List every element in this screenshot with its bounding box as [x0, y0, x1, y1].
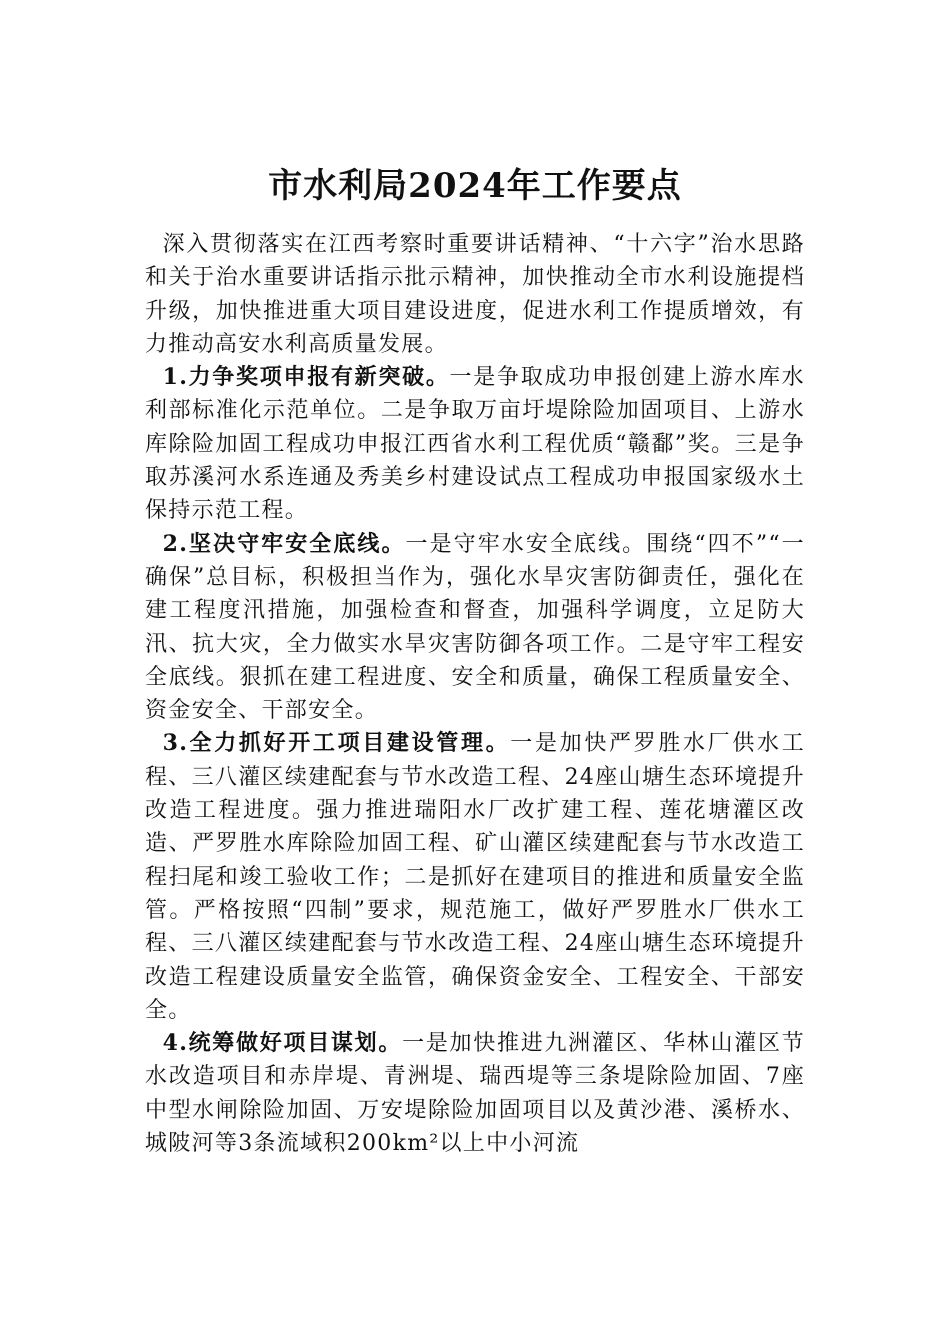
section-text-2: 一是守牢水安全底线。围绕“四不”“一确保”总目标，积极担当作为，强化水旱灾害防御责任，强化在建工程度汛措施，加强检查和督查，加强科学调度，立足防大汛、抗大灾，全力做实水旱灾害防御各项工作。二是守牢工程安全底线。狠抓在建工程进度、安全和质量，确保工程质量安全、资金安全、干部安全。 [145, 531, 805, 724]
document-body [145, 228, 805, 1160]
section-paragraph-3 [145, 727, 805, 1027]
section-text-3: 一是加快严罗胜水厂供水工程、三八灌区续建配套与节水改造工程、24座山塘生态环境提升改造工程进度。强力推进瑞阳水厂改扩建工程、莲花塘灌区改造、严罗胜水库除险加固工程、矿山灌区续建配套与节水改造工程扫尾和竣工验收工作；二是抓好在建项目的推进和质量安全监管。严格按照“四制”要求，规范施工，做好严罗胜水厂供水工程、三八灌区续建配套与节水改造工程、24座山塘生态环境提升改造工程建设质量安全监管，确保资金安全、工程安全、干部安全。 [145, 731, 806, 1023]
section-paragraph-1 [145, 361, 805, 527]
section-paragraph-4 [145, 1027, 805, 1160]
intro-paragraph: 深入贯彻落实在江西考察时重要讲话精神、“十六字”治水思路和关于治水重要讲话指示批示精神，加快推动全市水利设施提档升级，加快推进重大项目建设进度，促进水利工作提质增效，有力推动高安水利高质量发展。 [145, 232, 805, 357]
page-title: 市水利局2024年工作要点 [268, 166, 682, 206]
section-paragraph-2 [145, 528, 805, 728]
section-heading-4: 4.统筹做好项目谋划。 [162, 1030, 403, 1057]
section-text-1: 一是争取成功申报创建上游水库水利部标准化示范单位。二是争取万亩圩堤除险加固项目、上游水库除险加固工程成功申报江西省水利工程优质“赣鄱”奖。三是争取苏溪河水系连通及秀美乡村建设试点工程成功申报国家级水土保持示范工程。 [145, 365, 805, 524]
section-text-4: 一是加快推进九洲灌区、华林山灌区节水改造项目和赤岸堤、青洲堤、瑞西堤等三条堤除险加固、7座中型水闸除险加固、万安堤除险加固项目以及黄沙港、溪桥水、城陂河等3条流域积200km²以上中小河流 [145, 1031, 805, 1157]
section-heading-2: 2.坚决守牢安全底线。 [162, 530, 406, 557]
section-heading-1: 1.力争奖项申报有新突破。 [162, 364, 450, 391]
section-heading-3: 3.全力抓好开工项目建设管理。 [162, 730, 511, 757]
